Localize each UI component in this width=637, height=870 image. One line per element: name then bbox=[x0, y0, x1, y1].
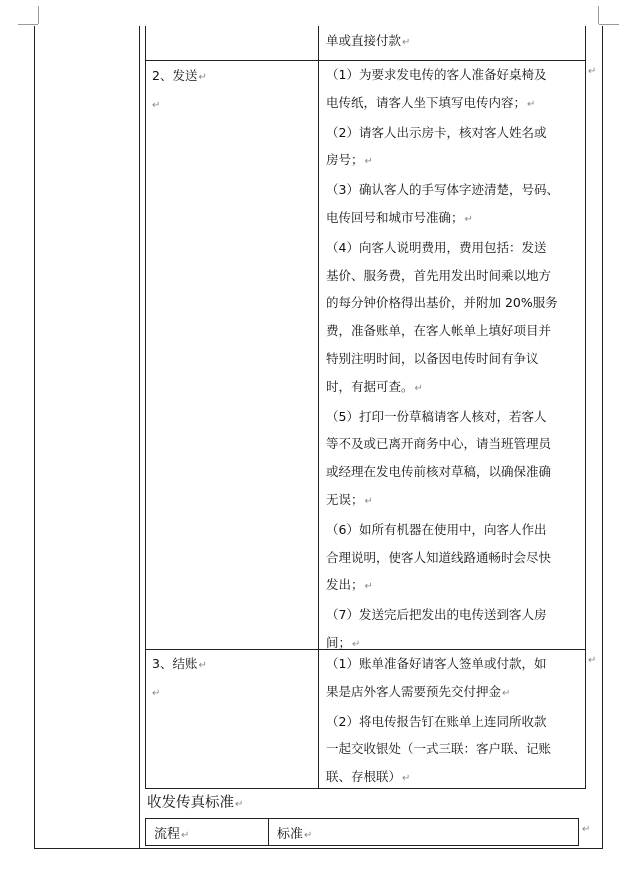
row-end-mark: ↵ bbox=[582, 824, 591, 835]
outer-table-right-border bbox=[602, 26, 603, 848]
standard-line: （1）账单准备好请客人签单或付款，如 bbox=[326, 656, 547, 671]
standard-line: （1）为要求发电传的客人准备好桌椅及 bbox=[326, 67, 547, 82]
table-header-standard: 标准↵ bbox=[277, 827, 313, 842]
fax-standard-table-header bbox=[145, 818, 579, 846]
standard-line: （2）将电传报告钉在账单上连同所收款 bbox=[326, 713, 547, 729]
standard-line: 无误；↵ bbox=[326, 491, 373, 507]
standard-cell-send bbox=[326, 61, 559, 659]
standard-line: 发出；↵ bbox=[326, 577, 373, 593]
standard-line: （6）如所有机器在使用中，向客人作出 bbox=[326, 521, 547, 537]
step-cell-checkout bbox=[152, 650, 207, 708]
standard-line: （2）请客人出示房卡，核对客人姓名或 bbox=[326, 124, 547, 140]
standard-line: 房号；↵ bbox=[326, 152, 373, 168]
standard-line: 的每分钟价格得出基价，并附加 20%服务 bbox=[326, 295, 558, 311]
section-title: 收发传真标准↵ bbox=[147, 795, 244, 811]
standard-line: 电传纸，请客人坐下填写电传内容；↵ bbox=[326, 94, 536, 110]
step-label: 3、结账↵ bbox=[152, 656, 207, 671]
standard-line: 联、存根联）↵ bbox=[326, 769, 411, 785]
standard-line: 一起交收银处（一式三联：客户联、记账 bbox=[326, 741, 552, 757]
standard-line: （5）打印一份草稿请客人核对，若客人 bbox=[326, 408, 547, 424]
crop-mark-top-right-horizontal bbox=[599, 24, 619, 25]
standard-line: （7）发送完后把发出的电传送到客人房 bbox=[326, 607, 547, 623]
standard-cell-checkout bbox=[326, 650, 551, 793]
standard-line: 费，准备账单，在客人帐单上填好项目并 bbox=[326, 323, 552, 339]
inner-table-left-border bbox=[145, 26, 146, 789]
standard-line: 电传回号和城市号准确；↵ bbox=[326, 209, 473, 225]
inner-table-column-divider bbox=[318, 26, 319, 789]
empty-paragraph-mark: ↵ bbox=[152, 99, 161, 111]
standard-line: （3）确认客人的手写体字迹清楚，号码、 bbox=[326, 182, 559, 198]
outer-table-bottom-border bbox=[34, 848, 603, 849]
standard-line: 间；↵ bbox=[326, 634, 361, 650]
crop-mark-top-right-vertical bbox=[598, 6, 599, 24]
standard-line: 单或直接付款↵ bbox=[326, 33, 411, 48]
outer-table-column-divider bbox=[139, 26, 140, 848]
row-end-mark: ↵ bbox=[588, 655, 597, 666]
outer-table-left-border bbox=[34, 26, 35, 848]
table-header-process: 流程↵ bbox=[154, 827, 190, 842]
step-cell-send bbox=[152, 62, 207, 120]
standard-line: 等不及或已离开商务中心，请当班管理员 bbox=[326, 436, 552, 452]
table-column-divider bbox=[268, 819, 269, 845]
empty-paragraph-mark: ↵ bbox=[152, 687, 161, 699]
standard-cell-row-0 bbox=[326, 27, 410, 57]
standard-line: 合理说明，使客人知道线路通畅时会尽快 bbox=[326, 549, 552, 565]
standard-line: 时，有据可查。↵ bbox=[326, 378, 423, 394]
standard-line: 基价、服务费，首先用发出时间乘以地方 bbox=[326, 267, 552, 283]
standard-line: 或经理在发电传前核对草稿，以确保准确 bbox=[326, 464, 552, 480]
standard-line: 果是店外客人需要预先交付押金↵ bbox=[326, 683, 511, 699]
inner-table-right-border bbox=[585, 26, 586, 789]
crop-mark-top-left-horizontal bbox=[18, 24, 38, 25]
standard-line: 特别注明时间，以备因电传时间有争议 bbox=[326, 350, 539, 366]
step-label: 2、发送↵ bbox=[152, 68, 207, 83]
row-end-mark: ↵ bbox=[588, 66, 597, 77]
standard-line: （4）向客人说明费用，费用包括：发送 bbox=[326, 239, 547, 255]
crop-mark-top-left-vertical bbox=[38, 6, 39, 24]
